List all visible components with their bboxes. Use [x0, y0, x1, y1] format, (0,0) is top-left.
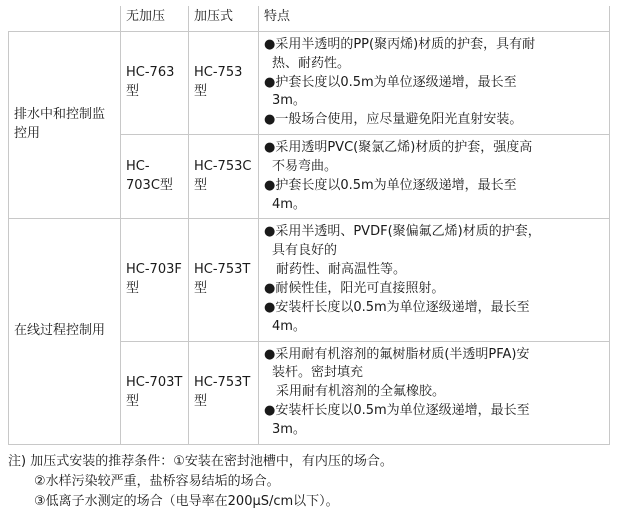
feature-line: ●采用半透明的PP(聚丙烯)材质的护套，具有耐: [264, 36, 536, 52]
feature-line: ●安装杆长度以0.5m为单位逐级递增，最长至: [264, 403, 530, 419]
feature-line: ●一般场合使用，应尽量避免阳光直射安装。: [264, 112, 523, 128]
feature-line: ●采用耐有机溶剂的氟树脂材质(半透明PFA)安: [264, 346, 530, 362]
table-row: [9, 219, 610, 341]
features-cell: [259, 31, 610, 134]
header-use: [9, 6, 121, 31]
footnote-line-1: 注) 加压式安装的推荐条件：①安装在密封池槽中，有内压的场合。: [8, 453, 393, 469]
model-pressurized: HC-753C型: [189, 135, 259, 219]
model-non-pressurized: HC-703T型: [121, 341, 189, 444]
feature-line: ●护套长度以0.5m为单位逐级递增，最长至: [264, 74, 517, 90]
header-pressurized: 加压式: [189, 6, 259, 31]
model-non-pressurized: HC-763型: [121, 31, 189, 134]
feature-line: 耐药性、耐高温性等。: [276, 262, 407, 278]
footnote-line-3: ③低离子水测定的场合（电导率在200μS/cm以下）。: [34, 494, 339, 509]
feature-line: ●采用半透明、PVDF(聚偏氟乙烯)材质的护套，: [264, 224, 541, 240]
features-cell: [259, 341, 610, 444]
table-row: [9, 31, 610, 134]
footnotes: [8, 452, 609, 512]
feature-line: 4m。: [272, 196, 306, 212]
feature-line: 3m。: [272, 421, 306, 437]
table-header-row: [9, 6, 610, 31]
model-non-pressurized: HC-703C型: [121, 135, 189, 219]
header-non-pressurized: 无加压: [121, 6, 189, 31]
feature-line: ●采用透明PVC(聚氯乙烯)材质的护套，强度高: [264, 140, 533, 156]
feature-line: 热、耐药性。: [272, 55, 351, 71]
footnote-line-2: ②水样污染较严重，盐桥容易结垢的场合。: [34, 473, 280, 489]
feature-line: 装杆。密封填充: [272, 365, 364, 381]
feature-line: ●安装杆长度以0.5m为单位逐级递增，最长至: [264, 299, 530, 315]
feature-line: 4m。: [272, 318, 306, 334]
feature-line: 具有良好的: [272, 243, 338, 259]
use-category-online-process: 在线过程控制用: [9, 219, 121, 444]
model-non-pressurized: HC-703F型: [121, 219, 189, 341]
feature-line: 3m。: [272, 93, 306, 109]
header-features: 特点: [259, 6, 610, 31]
specification-table: [8, 6, 610, 445]
feature-line: 采用耐有机溶剂的全氟橡胶。: [276, 384, 446, 400]
model-pressurized: HC-753型: [189, 31, 259, 134]
features-cell: [259, 219, 610, 341]
model-pressurized: HC-753T型: [189, 341, 259, 444]
feature-line: ●护套长度以0.5m为单位逐级递增，最长至: [264, 177, 517, 193]
model-pressurized: HC-753T型: [189, 219, 259, 341]
use-category-drainage: 排水中和控制监控用: [9, 31, 121, 219]
features-cell: [259, 135, 610, 219]
feature-line: 不易弯曲。: [272, 158, 338, 174]
feature-line: ●耐候性佳，阳光可直接照射。: [264, 280, 445, 296]
